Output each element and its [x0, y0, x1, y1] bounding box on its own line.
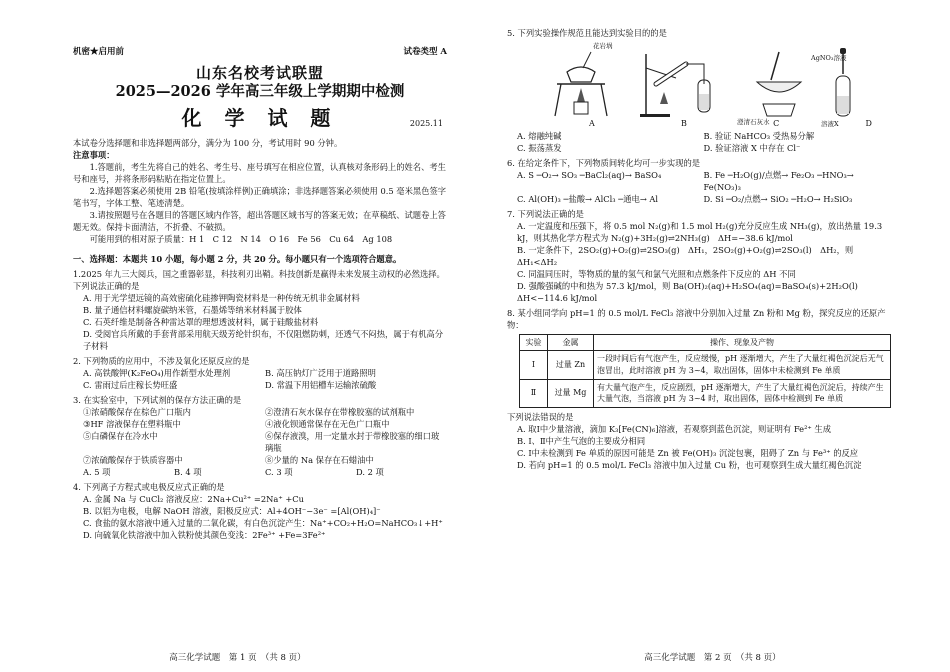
paper-type-label: 试卷类型 A [403, 47, 447, 57]
option-c: C. 同温同压时，等物质的量的氢气和氯气光照和点燃条件下反应的 ΔH 不同 [517, 268, 796, 279]
reagent-item: ④液化钡通常保存在无色广口瓶中 [265, 419, 390, 430]
table-row [520, 351, 891, 379]
table-header: 操作、现象及产物 [594, 334, 891, 351]
apparatus-c-illustration [749, 44, 809, 118]
question-stem: 5. 下列实验操作规范且能达到实验目的的是 [507, 28, 667, 38]
apparatus-label-c: C [773, 119, 780, 129]
option-a: A. 金属 Na 与 CuCl₂ 溶液反应：2Na+Cu²⁺ =2Na⁺ +Cu [83, 494, 304, 505]
option-b: B. Fe ─H₂O(g)/点燃→ Fe₂O₃ ─HNO₃→ Fe(NO₃)₃ [703, 169, 854, 192]
experiment-description: 一段时间后有气泡产生，反应缓慢，pH 逐渐增大，产生了大量红褐色沉淀后无气泡冒出，此时溶液 pH 为 3~4，取出固体，固体中未检测到 Fe 单质 [594, 351, 891, 379]
question-stem: 8. 某小组同学向 pH=1 的 0.5 mol/L FeCl₃ 溶液中分别加入过量 Zn 粉和 Mg 粉，探究反应的还原产物： [507, 307, 886, 330]
option-d: D. 2 项 [356, 467, 384, 478]
subject-title: 化 学 试 题 [181, 105, 339, 130]
option-d: D. 若向 pH=1 的 0.5 mol/L FeCl₃ 溶液中加入过量 Cu 粉，也可观察到生成大量红褐色沉淀 [517, 459, 862, 470]
option-b: B. 高压钠灯广泛用于道路照明 [265, 368, 376, 379]
option-b: B. 4 项 [174, 467, 202, 478]
header-row [73, 46, 447, 58]
reagent-item: ⑥保存液溴，用一定量水封于带橡胶塞的细口玻璃瓶 [265, 431, 440, 454]
question-stem: 3. 在实验室中，下列试剂的保存方法正确的是 [73, 395, 242, 406]
crucible-label: 花岩埚 [593, 42, 613, 50]
reagent-item: ②澄清石灰水保存在带橡胶塞的试剂瓶中 [265, 407, 415, 418]
question-stem: 7. 下列说法正确的是 [507, 208, 584, 219]
notice-title: 注意事项： [73, 149, 115, 160]
option-c: C. Ⅰ中未检测到 Fe 单质的原因可能是 Zn 被 Fe(OH)₃ 沉淀包裹，阻碍了 Zn 与 Fe³⁺ 的反应 [517, 447, 859, 458]
apparatus-label-a: A [589, 119, 595, 129]
option-b: B. 量子通信材料螺旋碳纳米管，石墨烯等纳米材料属于胶体 [83, 305, 302, 316]
option-d: D. 常温下用铝槽车运输浓硫酸 [265, 380, 377, 391]
reagent-item: ③HF 溶液保存在塑料瓶中 [83, 419, 181, 430]
experiment-table [519, 334, 891, 408]
question-2 [73, 355, 447, 391]
option-b: B. Ⅰ、Ⅱ中产生气泡的主要成分相同 [517, 435, 646, 446]
reagent-item: ⑦浓硫酸保存于铁质容器中 [83, 455, 183, 466]
option-c: C. 3 项 [265, 467, 293, 478]
reagent-item: ①浓硝酸保存在棕色广口瓶内 [83, 407, 191, 418]
experiment-metal: 过量 Mg [548, 379, 594, 407]
apparatus-label-b: B [681, 119, 687, 129]
experiment-metal: 过量 Zn [548, 351, 594, 379]
reagent-item: ⑤白磷保存在冷水中 [83, 431, 158, 442]
limewater-label: 澄清石灰水 [737, 118, 770, 126]
intro-text: 本试卷分选择题和非选择题两部分，满分为 100 分，考试用时 90 分钟。 [73, 137, 343, 148]
option-c: C. Al(OH)₃ ─盐酸→ AlCl₃ ─通电→ Al [517, 193, 659, 204]
option-d: D. 向硫氧化铁溶液中加入铁粉使其颜色变浅：2Fe³⁺ +Fe=3Fe²⁺ [83, 530, 326, 541]
table-header: 金属 [548, 334, 594, 351]
option-a: A. 用于光学望远镜的高效密硫化硅掺钾陶瓷材料是一种传统无机非金属材料 [83, 293, 360, 304]
question-6 [507, 157, 890, 205]
experiment-description: 有大量气泡产生，反应剧烈，pH 逐渐增大，产生了大量红褐色沉淀后，持续产生大量气泡，当溶液 pH 为 3~4 时，取出固体，固体中检测到 Fe 单质 [594, 379, 891, 407]
question-stem: 1.2025 年九三大阅兵，国之重器彰显，科技利刃出鞘。科技创新是赢得未来发展主动权的必然选择。下列说法正确的是 [73, 269, 445, 292]
option-a: A. 一定温度和压强下，将 0.5 mol N₂(g)和 1.5 mol H₂(g)充分反应生成 NH₃(g)，放出热量 19.3 kJ，则其热化学方程式为 N₂(g)+3H₂(g)⇌2NH₃(g) ΔH=−38.6 kJ/mol [517, 220, 883, 243]
table-header-row [520, 334, 891, 351]
question-1 [73, 268, 447, 352]
notice-item: 3.请按照题号在各题目的答题区域内作答，超出答题区域书写的答案无效；在草稿纸、试题卷上答题无效。保持卡面清洁，不折叠、不破损。 [73, 210, 446, 233]
question-5 [507, 27, 890, 154]
option-a: A. 5 项 [83, 467, 111, 478]
option-c: C. 食盐的氨水溶液中通入过量的二氧化碳，有白色沉淀产生：Na⁺+CO₂+H₂O=NaHCO₃↓+H⁺ [83, 518, 443, 529]
option-c: C. 振荡蒸发 [517, 142, 562, 153]
exam-date: 2025.11 [409, 119, 443, 129]
agno3-label: AgNO₃溶液 [811, 54, 847, 62]
subject-title-row [73, 104, 447, 133]
option-a: A. 取Ⅰ中少量溶液，滴加 K₃[Fe(CN)₆]溶液，若观察到蓝色沉淀，则证明有 Fe²⁺ 生成 [517, 423, 832, 434]
question-stem: 6. 在给定条件下，下列物质间转化均可一步实现的是 [507, 157, 701, 168]
option-b: B. 以铝为电极，电解 NaOH 溶液，阳极反应式：Al+4OH⁻−3e⁻ =[Al(OH)₄]⁻ [83, 506, 381, 517]
notice-item: 1.答题前，考生先将自己的姓名、考生号、座号填写在相应位置，认真核对条形码上的姓名、考生号和座号，并将条形码粘贴在指定位置上。 [73, 161, 446, 184]
question-substem: 下列说法错误的是 [507, 411, 574, 422]
page-footer: 高三化学试题 第 1 页 （共 8 页） [169, 652, 306, 663]
option-d: D. 受阅官兵所戴的手套背部采用航天级芳纶针织布，不仅阻燃防刺，还透气不闷热，属于有机高分子材料 [83, 329, 444, 352]
option-d: D. Si ─O₂/点燃→ SiO₂ ─H₂O→ H₂SiO₃ [703, 193, 853, 204]
page-2 [475, 0, 950, 672]
question-stem: 2. 下列物质的应用中，不涉及氧化还原反应的是 [73, 356, 250, 367]
exam-org-title: 山东名校考试联盟 [195, 64, 324, 83]
table-header: 实验 [520, 334, 548, 351]
question-8 [507, 307, 890, 471]
atomic-masses: 可能用到的相对原子质量：H 1 C 12 N 14 O 16 Fe 56 Cu 64 Ag 108 [89, 234, 393, 245]
page-footer: 高三化学试题 第 2 页 （共 8 页） [644, 652, 781, 663]
option-d: D. 强酸强碱的中和热为 57.3 kJ/mol，则 Ba(OH)₂(aq)+H₂SO₄(aq)=BaSO₄(s)+2H₂O(l) ΔH<−114.6 kJ/mol [517, 280, 867, 303]
exam-title: 2025—2026 学年高三年级上学期期中检测 [115, 83, 405, 101]
reagent-item: ⑧少量的 Na 保存在石蜡油中 [265, 455, 374, 466]
apparatus-b-illustration [638, 44, 728, 118]
question-stem: 4. 下列离子方程式或电极反应式正确的是 [73, 482, 225, 493]
option-b: B. 一定条件下，2SO₂(g)+O₂(g)⇌2SO₃(g) ΔH₁，2SO₂(g)+O₂(g)⇌2SO₃(l) ΔH₂，则 ΔH₁<ΔH₂ [517, 244, 854, 267]
question-4 [73, 481, 447, 541]
experiment-id: Ⅱ [520, 379, 548, 407]
notice-item: 2.选择题答案必须使用 2B 铅笔(按填涂样例)正确填涂；非选择题答案必须使用 0.5 毫米黑色签字笔书写，字体工整、笔迹清楚。 [73, 185, 447, 208]
table-row [520, 379, 891, 407]
question-3 [73, 394, 447, 478]
solution-x-label: 溶液X [821, 120, 839, 128]
experiment-id: Ⅰ [520, 351, 548, 379]
apparatus-label-d: D [865, 119, 872, 129]
option-a: A. 高铁酸钾(K₂FeO₄)用作新型水处理剂 [83, 368, 231, 379]
question-7 [507, 208, 890, 304]
option-b: B. 验证 NaHCO₃ 受热易分解 [703, 130, 815, 141]
option-a: A. S ─O₂→ SO₃ ─BaCl₂(aq)→ BaSO₄ [517, 169, 662, 180]
option-d: D. 验证溶液 X 中存在 Cl⁻ [703, 142, 801, 153]
apparatus-a-illustration [547, 44, 617, 118]
option-c: C. 雷雨过后庄稼长势旺盛 [83, 380, 178, 391]
confidential-label: 机密★启用前 [73, 47, 125, 57]
option-c: C. 石英纤维是制备各种雷达罩的理想透波材料，属于硅酸盐材料 [83, 317, 319, 328]
option-a: A. 熔融纯碱 [517, 130, 562, 141]
section-heading: 一、选择题：本题共 10 小题，每小题 2 分，共 20 分。每小题只有一个选项符合题意。 [73, 254, 402, 265]
